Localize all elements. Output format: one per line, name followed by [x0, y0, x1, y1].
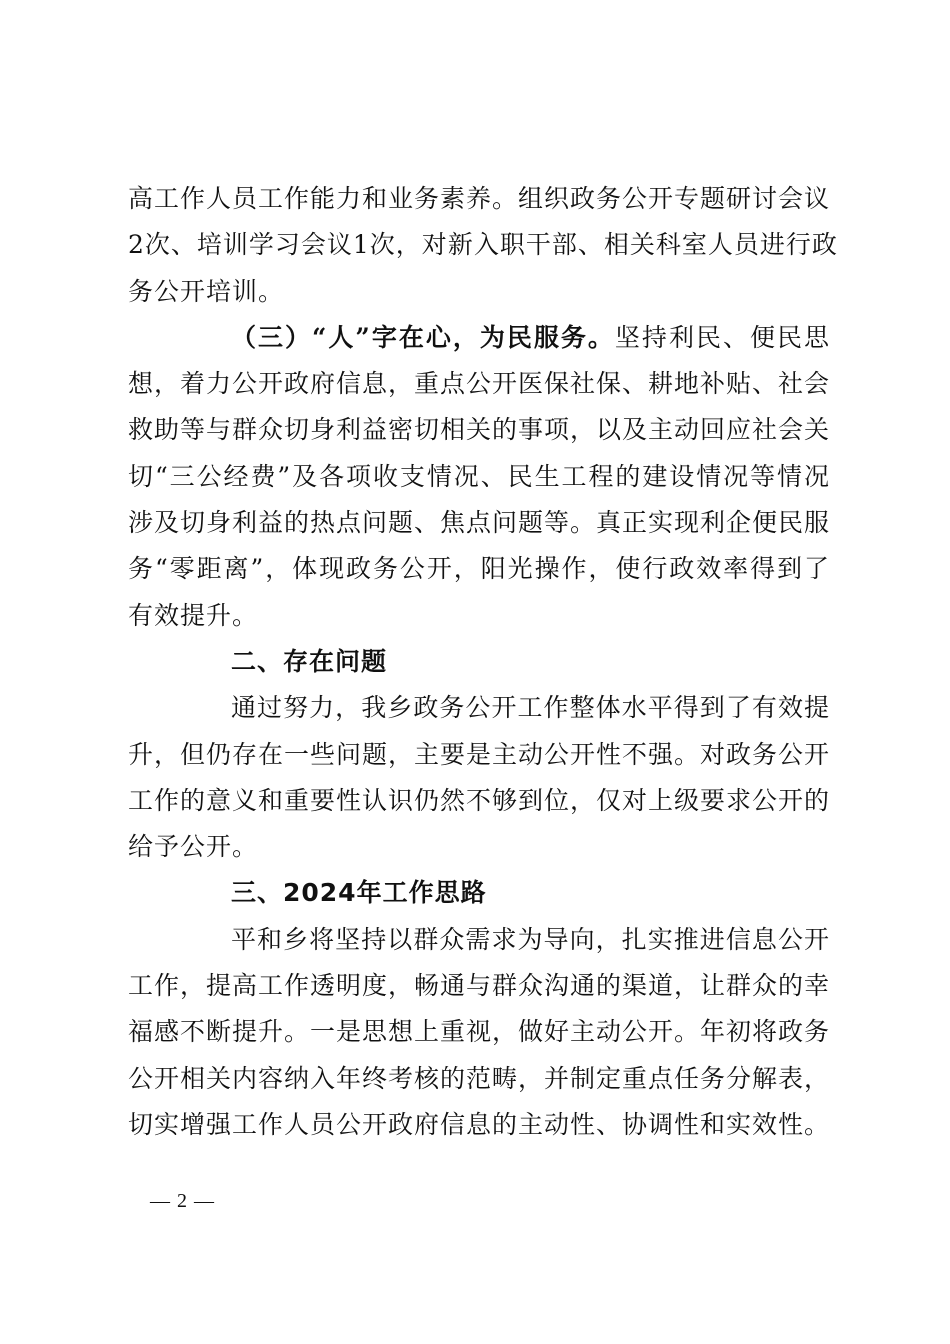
paragraph-line: 工作的意义和重要性认识仍然不够到位，仅对上级要求公开的	[128, 785, 831, 815]
paragraph-line: 给予公开。	[128, 832, 259, 862]
paragraph-line: 公开相关内容纳入年终考核的范畴，并制定重点任务分解表，	[128, 1063, 831, 1093]
subsection-line	[128, 315, 830, 361]
body-text	[128, 176, 838, 1148]
paragraph-line: 升，但仍存在一些问题，主要是主动公开性不强。对政务公开	[128, 739, 831, 769]
paragraph-line: 涉及切身利益的热点问题、焦点问题等。真正实现利企便民服	[128, 508, 831, 538]
paragraph-line: 想，着力公开政府信息，重点公开医保社保、耕地补贴、社会	[128, 369, 831, 399]
section-heading-plan: 三、2024年工作思路	[231, 878, 487, 908]
paragraph-line: 通过努力，我乡政务公开工作整体水平得到了有效提	[231, 693, 830, 723]
paragraph-line: 工作，提高工作透明度，畅通与群众沟通的渠道，让群众的幸	[128, 971, 831, 1001]
paragraph-line: 2次、培训学习会议1次，对新入职干部、相关科室人员进行政	[128, 230, 838, 260]
subsection-heading: （三）“人”字在心，为民服务。	[231, 322, 615, 352]
page-number: — 2 —	[150, 1190, 215, 1212]
paragraph-line: 高工作人员工作能力和业务素养。组织政务公开专题研讨会议	[128, 184, 831, 213]
paragraph-line: 务“零距离”，体现政务公开，阳光操作，使行政效率得到了	[128, 554, 830, 584]
section-heading-problems: 二、存在问题	[231, 646, 388, 676]
paragraph-line: 平和乡将坚持以群众需求为导向，扎实推进信息公开	[231, 924, 830, 954]
paragraph-line: 切实增强工作人员公开政府信息的主动性、协调性和实效性。	[128, 1109, 831, 1139]
paragraph-line: 切“三公经费”及各项收支情况、民生工程的建设情况等情况	[128, 461, 830, 491]
paragraph-line: 有效提升。	[128, 600, 259, 630]
subsection-text: 坚持利民、便民思	[614, 322, 830, 352]
paragraph-line: 福感不断提升。一是思想上重视，做好主动公开。年初将政务	[128, 1017, 831, 1047]
paragraph-line: 务公开培训。	[128, 276, 285, 306]
paragraph-line: 救助等与群众切身利益密切相关的事项，以及主动回应社会关	[128, 415, 831, 445]
